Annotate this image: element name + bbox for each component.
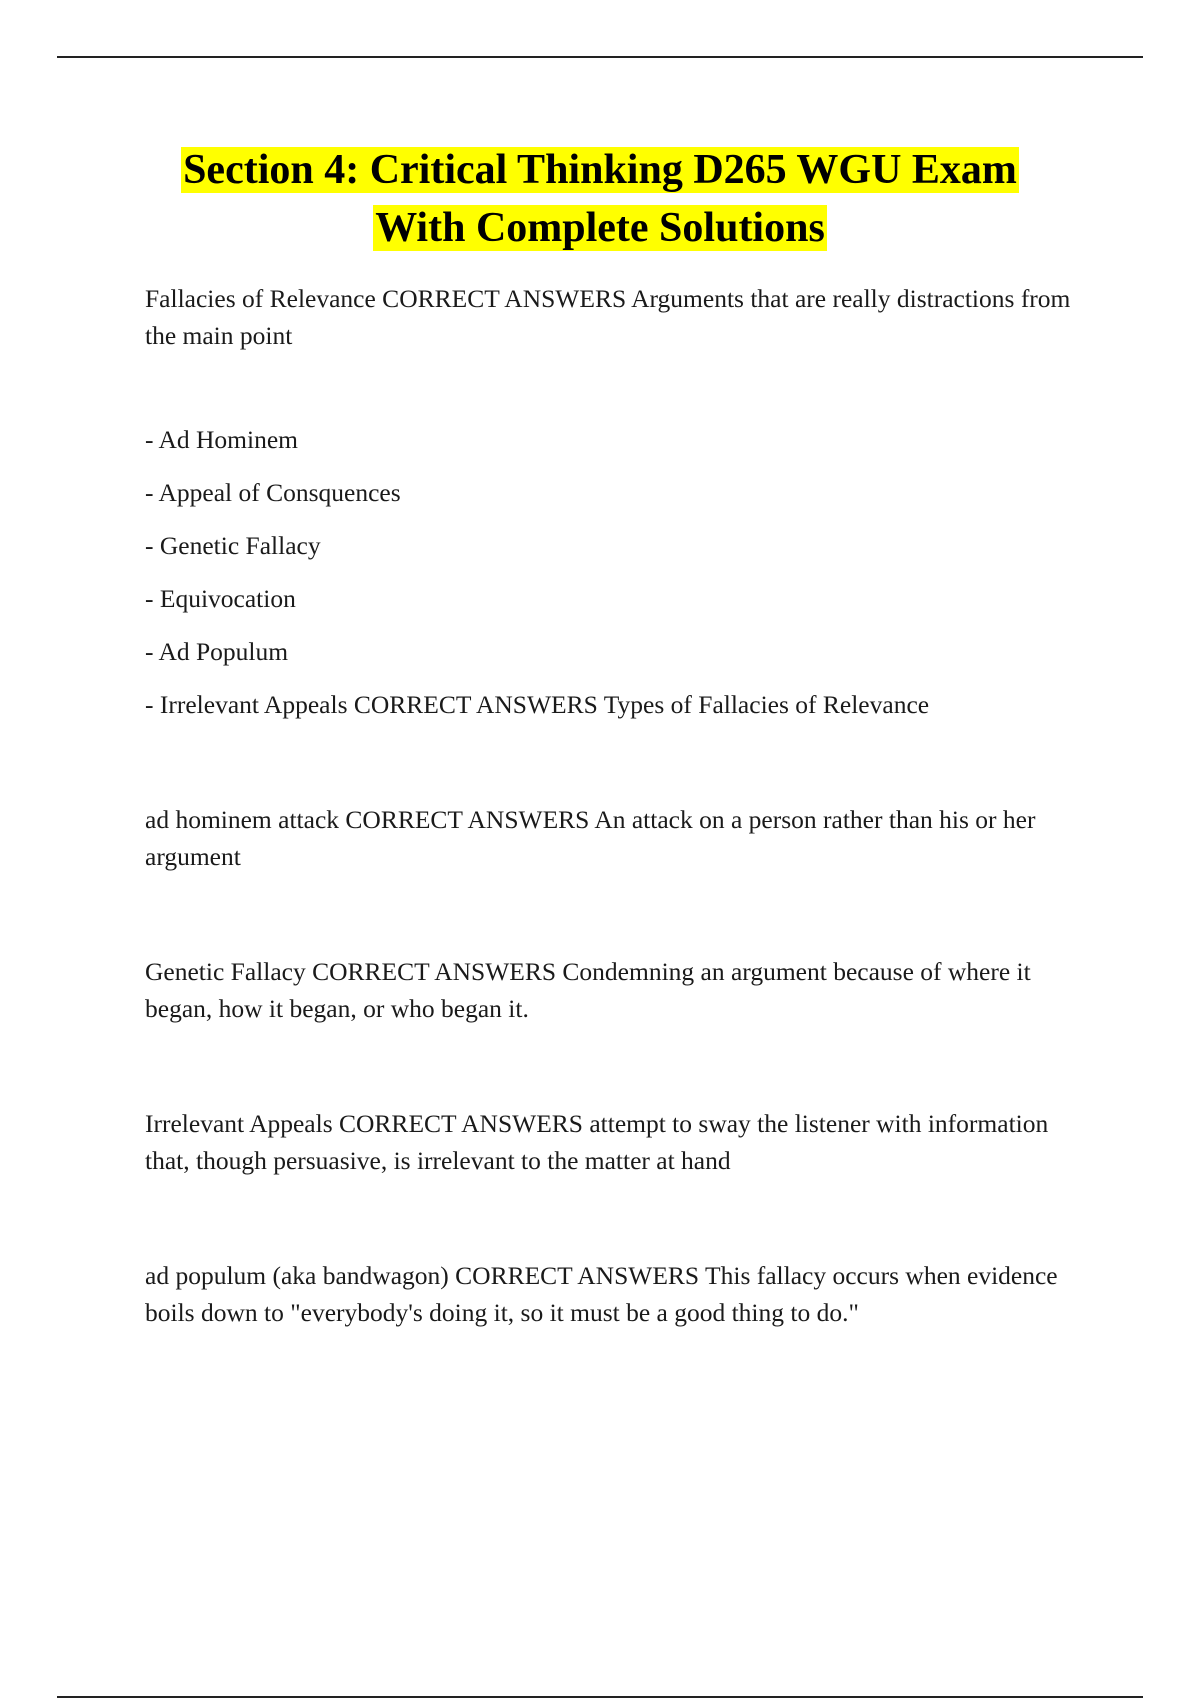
list-item: - Appeal of Consquences <box>145 478 401 507</box>
list-item: - Ad Populum <box>145 637 289 666</box>
qa-entry-ad-populum: ad populum (aka bandwagon) CORRECT ANSWERS This fallacy occurs when evidence boils down to "everybody's doing it, so it must be a good thing to do." <box>145 1261 1058 1327</box>
qa-entry-genetic-fallacy: Genetic Fallacy CORRECT ANSWERS Condemning an argument because of where it began, how it began, or who began it. <box>145 957 1031 1023</box>
title-line-2: With Complete Solutions <box>375 205 825 251</box>
qa-entry-fallacies-of-relevance: Fallacies of Relevance CORRECT ANSWERS Arguments that are really distractions from the main point <box>145 284 1071 350</box>
qa-entry-irrelevant-appeals: Irrelevant Appeals CORRECT ANSWERS attempt to sway the listener with information that, though persuasive, is irrelevant to the matter at hand <box>145 1109 1049 1175</box>
list-item: - Genetic Fallacy <box>145 531 321 560</box>
list-item: - Ad Hominem <box>145 425 298 454</box>
list-item: - Irrelevant Appeals CORRECT ANSWERS Types of Fallacies of Relevance <box>145 690 930 719</box>
list-item: - Equivocation <box>145 584 296 613</box>
document-title <box>100 141 1100 257</box>
document-body <box>145 280 1090 1331</box>
title-line-1: Section 4: Critical Thinking D265 WGU Exam <box>183 147 1017 193</box>
fallacy-type-list <box>145 421 1090 723</box>
top-rule <box>57 56 1143 58</box>
bottom-rule <box>57 1696 1143 1698</box>
qa-entry-ad-hominem: ad hominem attack CORRECT ANSWERS An attack on a person rather than his or her argument <box>145 805 1036 871</box>
